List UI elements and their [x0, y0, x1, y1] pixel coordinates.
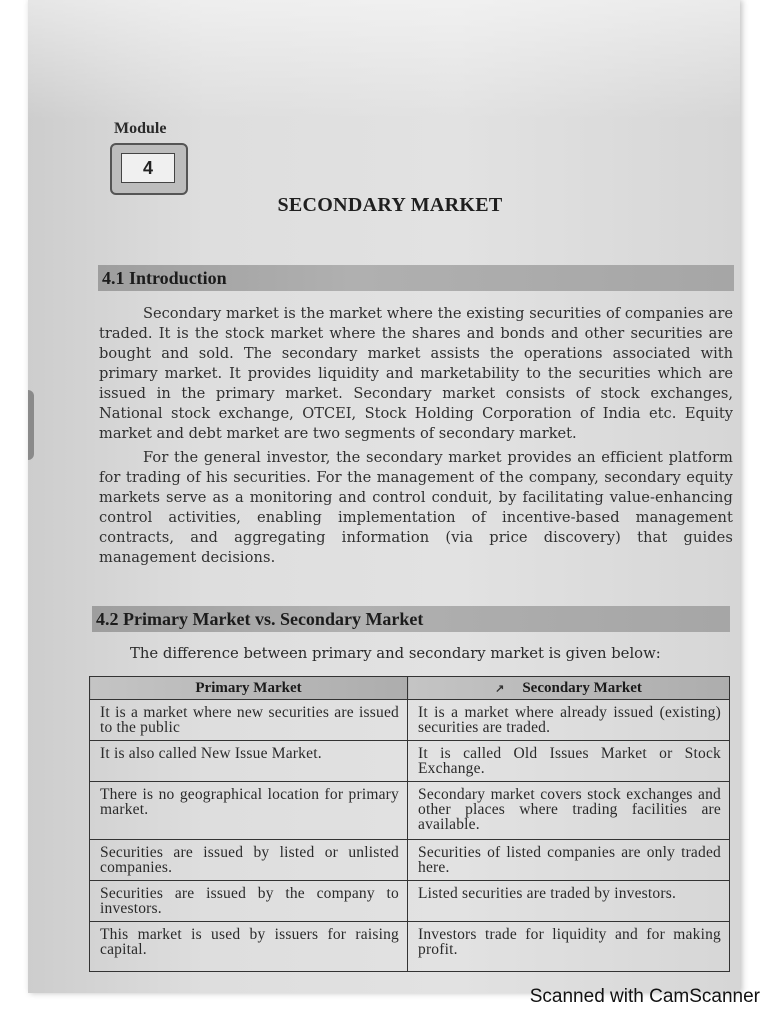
scanner-watermark: Scanned with CamScanner — [529, 986, 760, 1007]
pen-mark-icon: ↗ — [495, 682, 505, 695]
primary-cell: This market is used by issuers for raising capital. — [90, 922, 408, 972]
secondary-cell: Securities of listed companies are only traded here. — [408, 840, 730, 881]
secondary-cell: Secondary market covers stock exchanges and other places where trading facilities are available. — [408, 782, 730, 840]
table-header-row — [90, 677, 730, 700]
table-row — [90, 741, 730, 782]
table-row — [90, 782, 730, 840]
comparison-table — [89, 676, 730, 972]
primary-cell: Securities are issued by the company to investors. — [90, 881, 408, 922]
introduction-text — [99, 304, 733, 568]
secondary-cell: Investors trade for liquidity and for making profit. — [408, 922, 730, 972]
table-row — [90, 922, 730, 972]
introduction-paragraph-2: For the general investor, the secondary market provides an efficient platform for trading of his securities. For the management of the company, secondary equity markets serve as a monitoring and control conduit, by facilitating value-enhancing control activities, enabling implementation of incentive-based management contracts, and aggregating information (via price discovery) that guides management decisions. — [99, 449, 733, 566]
primary-cell: Securities are issued by listed or unlisted companies. — [90, 840, 408, 881]
column-header-primary: Primary Market — [90, 677, 408, 700]
comparison-intro: The difference between primary and secondary market is given below: — [130, 645, 661, 662]
table-row — [90, 840, 730, 881]
column-header-secondary-label: Secondary Market — [522, 679, 642, 696]
column-header-secondary — [408, 677, 730, 700]
section-heading-comparison: 4.2 Primary Market vs. Secondary Market — [96, 608, 424, 629]
introduction-paragraph-1: Secondary market is the market where the existing securities of companies are traded. It is the stock market where the shares and bonds and other securities are bought and sold. The secondary market assists the operations associated with primary market. It provides liquidity and marketability to the securities which are issued in the primary market. Secondary market consists of stock exchanges, National stock exchange, OTCEI, Stock Holding Corporation of India etc. Equity market and debt market are two segments of secondary market. — [99, 305, 733, 442]
table-row — [90, 881, 730, 922]
secondary-cell: It is a market where already issued (existing) securities are traded. — [408, 700, 730, 741]
primary-cell: There is no geographical location for primary market. — [90, 782, 408, 840]
chapter-title: SECONDARY MARKET — [277, 194, 503, 216]
section-heading-bar — [92, 606, 730, 632]
primary-cell: It is a market where new securities are issued to the public — [90, 700, 408, 741]
secondary-cell: It is called Old Issues Market or Stock Exchange. — [408, 741, 730, 782]
primary-cell: It is also called New Issue Market. — [90, 741, 408, 782]
table-row — [90, 700, 730, 741]
secondary-cell: Listed securities are traded by investors. — [408, 881, 730, 922]
module-label: Module — [114, 120, 167, 137]
module-number: 4 — [121, 153, 175, 183]
section-heading-bar — [98, 265, 734, 291]
module-number-box — [110, 143, 188, 195]
page-edge-shadow — [28, 390, 34, 460]
section-heading-introduction: 4.1 Introduction — [102, 267, 227, 288]
